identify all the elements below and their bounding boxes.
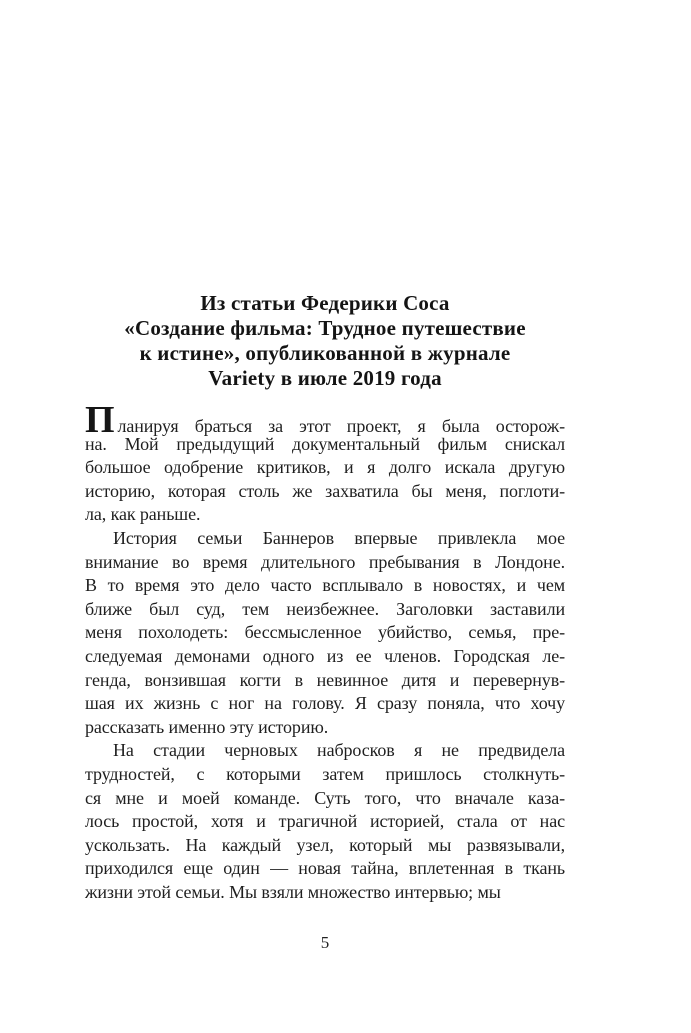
text-line: трудностей, с которыми затем пришлось столкнуть- — [85, 763, 565, 784]
text-line: рассказать именно эту историю. — [85, 716, 329, 737]
paragraph — [85, 399, 565, 527]
text-line: ускользать. На каждый узел, который мы развязывали, — [85, 834, 565, 855]
page-content — [85, 291, 565, 953]
heading-line: Variety в июле 2019 года — [208, 366, 442, 390]
text-line: В то время это дело часто всплывало в новостях, и чем — [85, 575, 565, 596]
text-line: жизни этой семьи. Мы взяли множество интервью; мы — [85, 881, 501, 902]
text-line: лось простой, хотя и трагичной историей, стала от нас — [85, 811, 565, 832]
heading-line: Из статьи Федерики Соса — [200, 291, 450, 315]
chapter-heading — [85, 291, 565, 391]
text-line: ближе был суд, тем неизбежнее. Заголовки заставили — [85, 598, 565, 619]
text-line: На стадии черновых набросков я не предвидела — [113, 740, 565, 761]
text-line: приходился еще один — новая тайна, вплетенная в ткань — [85, 858, 565, 879]
text-line: История семьи Баннеров впервые привлекла мое — [113, 527, 565, 548]
text-line: на. Мой предыдущий документальный фильм снискал — [85, 433, 565, 454]
paragraph — [85, 739, 565, 904]
heading-line: к истине», опубликованной в журнале — [139, 341, 511, 365]
text-line: большое одобрение критиков, и я долго искала другую — [85, 457, 565, 478]
text-line: историю, которая столь же захватила бы меня, поглоти- — [85, 480, 565, 501]
text-line: шая их жизнь с ног на голову. Я сразу поняла, что хочу — [85, 693, 565, 714]
text-line: ла, как раньше. — [85, 504, 201, 525]
text-line: внимание во время длительного пребывания в Лондоне. — [85, 551, 565, 572]
text-line: меня похолодеть: бессмысленное убийство, семья, пре- — [85, 622, 565, 643]
text-line: Планируя браться за этот проект, я была осторож- — [85, 399, 565, 441]
text-line: ся мне и моей команде. Суть того, что вначале каза- — [85, 787, 565, 808]
page-number: 5 — [320, 933, 330, 953]
paragraph — [85, 527, 565, 739]
heading-line: «Создание фильма: Трудное путешествие — [124, 316, 526, 340]
text-line: следуемая демонами одного из ее членов. Городская ле- — [85, 645, 565, 666]
drop-cap: П — [85, 399, 115, 441]
text-line: генда, вонзившая когти в невинное дитя и перевернув- — [85, 669, 565, 690]
body-text — [85, 399, 565, 904]
